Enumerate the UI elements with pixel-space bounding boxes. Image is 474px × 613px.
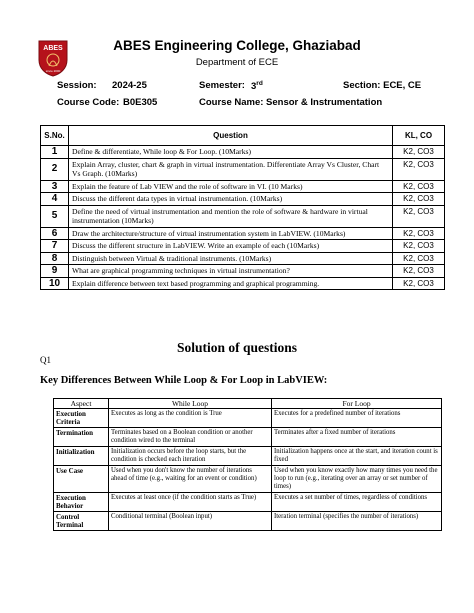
for-loop-cell: Iteration terminal (specifies the number of iterations) (272, 512, 442, 531)
comparison-row (54, 466, 442, 493)
question-number: 4 (41, 193, 69, 206)
question-text: Define & differentiate, While loop & For Loop. (10Marks) (69, 146, 393, 159)
question-number: 5 (41, 205, 69, 227)
question-kl-co: K2, CO3 (393, 240, 445, 253)
questions-table (40, 125, 445, 290)
while-loop-cell: Terminates based on a Boolean condition or another condition wired to the terminal (109, 428, 272, 447)
question-text: What are graphical programming techniques in virtual instrumentation? (69, 265, 393, 278)
question-row (41, 158, 445, 180)
question-kl-co: K2, CO3 (393, 227, 445, 240)
section-info: Section: ECE, CE (343, 80, 422, 91)
question-row (41, 227, 445, 240)
department-name: Department of ECE (195, 57, 279, 68)
question-row (41, 265, 445, 278)
question-text: Define the need of virtual instrumentation and mention the role of software & hardware in virtual instrumentation (10Marks) (69, 205, 393, 227)
question-kl-co: K2, CO3 (393, 265, 445, 278)
comparison-row (54, 512, 442, 531)
while-loop-cell: Initialization occurs before the loop starts, but the condition is checked each iteration (109, 447, 272, 466)
question-kl-co: K2, CO3 (393, 252, 445, 265)
while-loop-cell: Executes as long as the condition is True (109, 409, 272, 428)
questions-header-row (41, 126, 445, 146)
question-number: 2 (41, 158, 69, 180)
semester-value (251, 80, 263, 92)
while-loop-cell: Executes at least once (if the condition starts as True) (109, 493, 272, 512)
college-name: ABES Engineering College, Ghaziabad (113, 38, 361, 53)
for-loop-cell: Executes for a predefined number of iterations (272, 409, 442, 428)
question-number: 3 (41, 180, 69, 193)
question-text: Explain difference between text based programming and graphical programming. (69, 277, 393, 290)
question-number: 6 (41, 227, 69, 240)
question-text: Discuss the different data types in virtual instrumentation. (10Marks) (69, 193, 393, 206)
section-heading: Key Differences Between While Loop & For Loop in LabVIEW: (40, 375, 328, 386)
question-row (41, 277, 445, 290)
course-name: Course Name: Sensor & Instrumentation (199, 97, 383, 108)
aspect-cell: Initialization (54, 447, 109, 466)
question-text: Explain Array, cluster, chart & graph in virtual instrumentation. Differentiate Array Vs Cluster, Chart Vs Graph. (10Marks) (69, 158, 393, 180)
semester-label: Semester: (199, 80, 245, 91)
aspect-cell: Use Case (54, 466, 109, 493)
while-loop-cell: Conditional terminal (Boolean input) (109, 512, 272, 531)
comparison-row (54, 409, 442, 428)
semester-number: 3 (251, 81, 257, 93)
question-row (41, 146, 445, 159)
for-loop-cell: Used when you know exactly how many times you need the loop to run (e.g., iterating over an array or set number of times) (272, 466, 442, 493)
comparison-header-row (54, 399, 442, 409)
question-row (41, 180, 445, 193)
for-loop-cell: Executes a set number of times, regardless of conditions (272, 493, 442, 512)
aspect-cell: Termination (54, 428, 109, 447)
logo-text: ABES (43, 45, 63, 52)
question-kl-co: K2, CO3 (393, 193, 445, 206)
session-value: 2024-25 (112, 80, 147, 91)
question-text: Draw the architecture/structure of virtual instrumentation system in LabVIEW. (10Marks) (69, 227, 393, 240)
comparison-row (54, 447, 442, 466)
semester-suffix: rd (256, 80, 263, 87)
question-row (41, 252, 445, 265)
comparison-row (54, 493, 442, 512)
question-row (41, 193, 445, 206)
question-row (41, 205, 445, 227)
header-sno: S.No. (41, 126, 69, 146)
question-number: 1 (41, 146, 69, 159)
for-loop-cell: Terminates after a fixed number of iterations (272, 428, 442, 447)
for-loop-cell: Initialization happens once at the start, and iteration count is fixed (272, 447, 442, 466)
question-number: 9 (41, 265, 69, 278)
comparison-table (53, 398, 442, 531)
course-code-value: B0E305 (123, 97, 158, 108)
question-label: Q1 (40, 355, 51, 365)
question-number: 8 (41, 252, 69, 265)
question-kl-co: K2, CO3 (393, 205, 445, 227)
question-kl-co: K2, CO3 (393, 158, 445, 180)
question-kl-co: K2, CO3 (393, 277, 445, 290)
session-label: Session: (57, 80, 97, 91)
aspect-cell: Execution Behavior (54, 493, 109, 512)
solution-title: Solution of questions (176, 340, 298, 355)
question-row (41, 240, 445, 253)
aspect-cell: Execution Criteria (54, 409, 109, 428)
aspect-cell: Control Terminal (54, 512, 109, 531)
question-text: Discuss the different structure in LabVIEW. Write an example of each (10Marks) (69, 240, 393, 253)
header-kl-co: KL, CO (393, 126, 445, 146)
logo-subtext: since 2000 (45, 69, 61, 73)
question-text: Explain the feature of Lab VIEW and the role of software in VI. (10 Marks) (69, 180, 393, 193)
header-while-loop: While Loop (109, 399, 272, 409)
question-kl-co: K2, CO3 (393, 146, 445, 159)
comparison-row (54, 428, 442, 447)
header-for-loop: For Loop (272, 399, 442, 409)
question-kl-co: K2, CO3 (393, 180, 445, 193)
question-number: 7 (41, 240, 69, 253)
course-code-label: Course Code: (57, 97, 120, 108)
header-question: Question (69, 126, 393, 146)
question-text: Distinguish between Virtual & traditional instruments. (10Marks) (69, 252, 393, 265)
question-number: 10 (41, 277, 69, 290)
header-aspect: Aspect (54, 399, 109, 409)
while-loop-cell: Used when you don't know the number of iterations ahead of time (e.g., waiting for an event or condition) (109, 466, 272, 493)
